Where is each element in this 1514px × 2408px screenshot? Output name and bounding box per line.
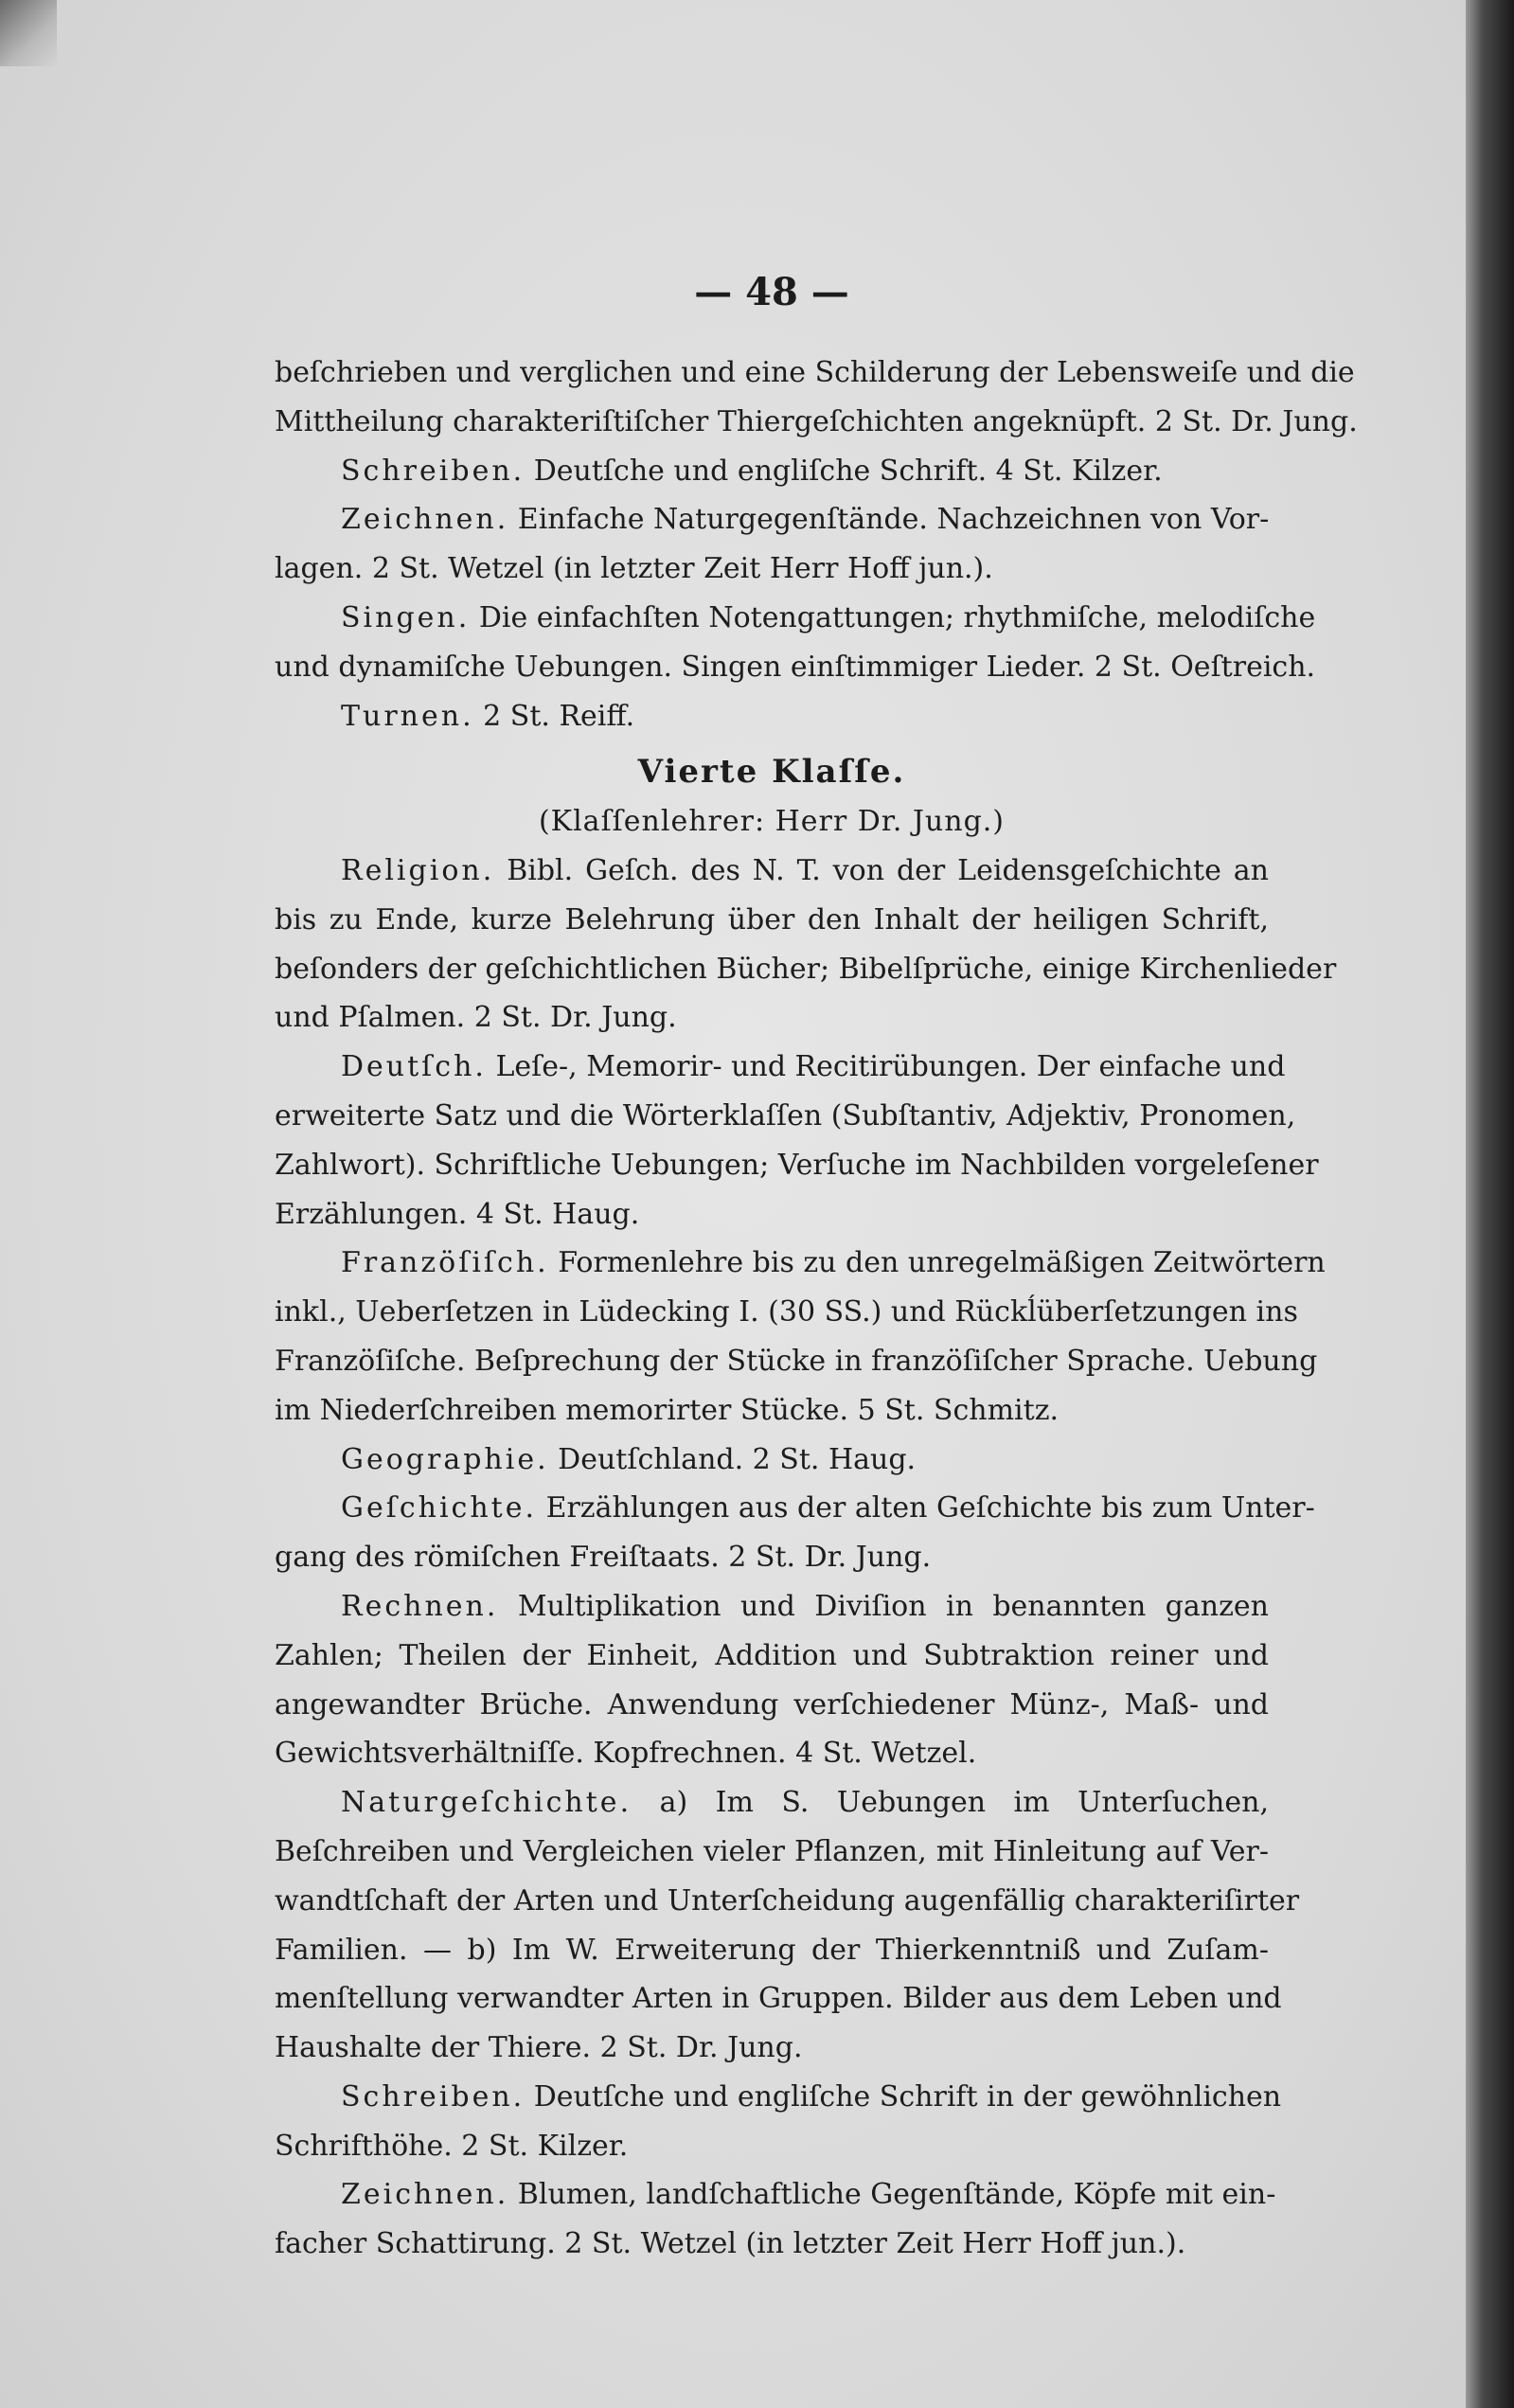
text-line (275, 2170, 1276, 2220)
text-line: Erzählungen. 4 St. Haug. (275, 1197, 640, 1231)
text-line (275, 1043, 1286, 1092)
text-line: erweiterte Satz und die Wörterklaſſen (Subſtantiv, Adjektiv, Pronomen, (275, 1098, 1296, 1133)
subject-name: Geſchichte. (341, 1491, 538, 1525)
subject-text: Leſe-, Memorir- und Recitirübungen. Der einfache und (495, 1050, 1286, 1084)
text-line (275, 1239, 1326, 1288)
page-content (275, 265, 1358, 2269)
text-line: beſchrieben und verglichen und eine Schilderung der Lebensweiſe und die (275, 356, 1355, 389)
text-line: Beſchreiben und Vergleichen vieler Pflanzen, mit Hinleitung auf Ver- (275, 1834, 1269, 1868)
subject-name: Religion. (341, 853, 495, 887)
text-line: Zahlwort). Schriftliche Uebungen; Verſuche im Nachbilden vorgeleſener (275, 1148, 1319, 1182)
subject-paragraph (275, 447, 1269, 496)
subject-name: Schreiben. (341, 2079, 525, 2114)
text-line: wandtſchaft der Arten und Unterſcheidung augenfällig charakteriſirter (275, 1883, 1300, 1917)
text-line (275, 1778, 1269, 1828)
subject-text: Blumen, landſchaftliche Gegenſtände, Köpfe mit ein- (517, 2178, 1276, 2212)
text-line: und Pſalmen. 2 St. Dr. Jung. (275, 1001, 677, 1035)
text-line: beſonders der geſchichtlichen Bücher; Bibelſprüche, einige Kirchenlieder (275, 952, 1337, 986)
continuation-paragraph (275, 348, 1358, 447)
text-line (275, 594, 1316, 643)
subject-paragraph (275, 495, 1269, 594)
subject-name: Schreiben. (341, 454, 525, 488)
text-line (275, 847, 1269, 896)
text-line (275, 495, 1269, 544)
upper-subjects (275, 447, 1316, 741)
subject-name: Zeichnen. (341, 2178, 509, 2212)
text-line: Schrifthöhe. 2 St. Kilzer. (275, 2129, 629, 2163)
subject-name: Singen. (341, 600, 471, 634)
subject-paragraph (275, 1778, 1300, 2073)
subject-text: Erzählungen aus der alten Geſchichte bis zum Unter- (545, 1491, 1315, 1525)
text-line: lagen. 2 St. Wetzel (in letzter Zeit Herr Hoff jun.). (275, 552, 993, 586)
text-line (275, 2073, 1282, 2122)
subject-paragraph (275, 1484, 1315, 1582)
text-line (275, 692, 1269, 741)
subject-text: Die einfachſten Notengattungen; rhythmiſche, melodiſche (478, 600, 1316, 634)
text-line: menſtellung verwandter Arten in Gruppen. Bilder aus dem Leben und (275, 1982, 1282, 2016)
subject-paragraph (275, 692, 1269, 741)
subject-text: Deutſche und engliſche Schrift. 4 St. Kilzer. (533, 454, 1163, 488)
subject-name: Zeichnen. (341, 503, 509, 537)
text-line: Zahlen; Theilen der Einheit, Addition und Subtraktion reiner und (275, 1638, 1269, 1672)
subject-paragraph (275, 1239, 1326, 1435)
subject-text: Formenlehre bis zu den unregelmäßigen Zeitwörtern (558, 1246, 1326, 1280)
subject-text: Deutſchland. 2 St. Haug. (558, 1442, 917, 1476)
subject-text: Deutſche und engliſche Schrift in der gewöhnlichen (533, 2079, 1282, 2114)
section-title: Vierte Klaſſe. (637, 753, 906, 792)
subject-paragraph (275, 1043, 1319, 1239)
subject-paragraph (275, 1582, 1269, 1778)
text-line (275, 1582, 1269, 1632)
subject-name: Rechnen. (341, 1589, 499, 1623)
book-gutter (1466, 0, 1514, 2408)
section-subtitle: (Klaſſenlehrer: Herr Dr. Jung.) (538, 805, 1006, 839)
subject-text: Einfache Naturgegenſtände. Nachzeichnen von Vor- (517, 503, 1270, 537)
text-line: gang des römiſchen Freiſtaats. 2 St. Dr. Jung. (275, 1541, 932, 1575)
subject-list (275, 847, 1337, 2269)
subject-text: Multiplikation und Diviſion in benannten ganzen (517, 1589, 1269, 1623)
text-line: Franzöſiſche. Beſprechung der Stücke in franzöſiſcher Sprache. Uebung (275, 1344, 1318, 1378)
subject-name: Deutſch. (341, 1050, 487, 1084)
subject-text: Bibl. Geſch. des N. T. von der Leidensgeſchichte an (507, 853, 1269, 887)
text-line: im Niederſchreiben memorirter Stücke. 5 St. Schmitz. (275, 1393, 1060, 1427)
text-line (275, 1484, 1315, 1533)
subject-name: Franzöſiſch. (341, 1246, 549, 1280)
subject-paragraph (275, 2170, 1276, 2269)
text-line: und dynamiſche Uebungen. Singen einſtimmiger Lieder. 2 St. Oeſtreich. (275, 650, 1316, 684)
text-line: Mittheilung charakteriſtiſcher Thiergeſchichten angeknüpft. 2 St. Dr. Jung. (275, 404, 1358, 438)
subject-paragraph (275, 1436, 1269, 1485)
text-line: inkl., Ueberſetzen in Lüdecking I. (30 SS.) und Rückĺüberſetzungen ins (275, 1295, 1298, 1329)
text-line: Haushalte der Thiere. 2 St. Dr. Jung. (275, 2031, 803, 2065)
subject-text: a) Im S. Uebungen im Unterſuchen, (659, 1786, 1269, 1820)
page-corner-shadow (0, 0, 57, 66)
text-line (275, 447, 1269, 496)
text-line: facher Schattirung. 2 St. Wetzel (in letzter Zeit Herr Hoff jun.). (275, 2227, 1186, 2261)
subject-paragraph (275, 594, 1316, 692)
text-line: angewandter Brüche. Anwendung verſchiedener Münz-, Maß- und (275, 1687, 1269, 1721)
subject-name: Naturgeſchichte. (341, 1786, 632, 1820)
subject-name: Geographie. (341, 1442, 549, 1476)
subject-paragraph (275, 2073, 1282, 2171)
page-number: — 48 — (694, 270, 849, 314)
subject-text: 2 St. Reiff. (483, 699, 635, 733)
text-line: Gewichtsverhältniſſe. Kopfrechnen. 4 St. Wetzel. (275, 1737, 977, 1771)
text-line: Familien. — b) Im W. Erweiterung der Thierkenntniß und Zuſam- (275, 1933, 1269, 1967)
subject-paragraph (275, 847, 1337, 1043)
subject-name: Turnen. (341, 699, 474, 733)
text-line (275, 1436, 1269, 1485)
text-line: bis zu Ende, kurze Belehrung über den Inhalt der heiligen Schrift, (275, 902, 1269, 936)
